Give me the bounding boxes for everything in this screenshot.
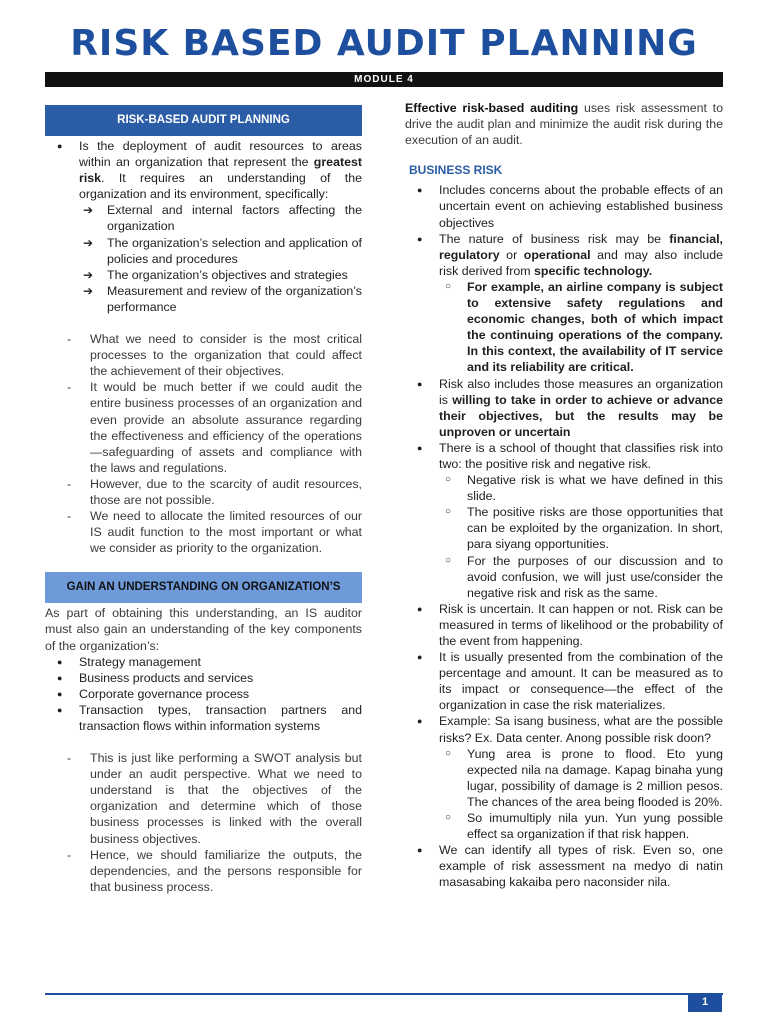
list-item: - This is just like performing a SWOT analysis but under an audit perspective. What we need to understand is that the objectives of the organization and determine which of those business processes is linked with the overall business objectives. xyxy=(45,750,362,847)
list-item: ○ For the purposes of our discussion and to avoid confusion, we will just use/consider the negative risk and risk as the same. xyxy=(405,553,723,601)
list-item: ➔ External and internal factors affecting the organization xyxy=(45,202,362,234)
list-item: ➔ Measurement and review of the organization’s performance xyxy=(45,283,362,315)
list-item: - We need to allocate the limited resources of our IS audit function to the most important or what we consider as priority to the organization. xyxy=(45,508,362,556)
module-label: MODULE 4 xyxy=(45,72,723,87)
left-column xyxy=(45,100,362,895)
list-item: ● There is a school of thought that classifies risk into two: the positive risk and negative risk. ○ Negative risk is what we have defined in this slide. ○ The positive risks are those opportunities that can be exploited by the organization. In short, para siyang opportunities. ○ For the purposes of our discussion and to avoid confusion, we will just use/consider the negative risk and risk as the same. xyxy=(405,440,723,601)
list-item: - Hence, we should familiarize the outputs, the dependencies, and the persons responsible for that business process. xyxy=(45,847,362,895)
list-item: ● Risk also includes those measures an organization is willing to take in order to achieve or advance their objectives, but the results may be unproven or uncertain xyxy=(405,376,723,440)
definition-list xyxy=(45,138,362,202)
list-item: ➔ The organization’s objectives and strategies xyxy=(45,267,362,283)
factor-list xyxy=(45,202,362,315)
list-item: ➔ The organization’s selection and application of policies and procedures xyxy=(45,235,362,267)
footer-divider xyxy=(45,993,723,995)
list-item: - It would be much better if we could audit the entire business processes of an organization and even provide an absolute assurance regarding the effectiveness and efficiency of the operations—safeguarding of assets and compliance with the laws and regulations. xyxy=(45,379,362,476)
section-header-understanding: GAIN AN UNDERSTANDING ON ORGANIZATION’S xyxy=(45,572,362,603)
right-column xyxy=(405,100,723,891)
business-risk-list xyxy=(405,182,723,890)
page-title: RISK BASED AUDIT PLANNING xyxy=(70,23,698,64)
list-item: ● It is usually presented from the combination of the percentage and amount. It can be measured as to its impact or consequence—the effect of the organization in case the risk materializes. xyxy=(405,649,723,713)
list-item: ● Strategy management xyxy=(45,654,362,670)
notes-list xyxy=(45,750,362,895)
section-heading-business-risk: BUSINESS RISK xyxy=(409,163,503,178)
components-list xyxy=(45,654,362,734)
list-item: ● Business products and services xyxy=(45,670,362,686)
list-item: ○ The positive risks are those opportunities that can be exploited by the organization. In short, para siyang opportunities. xyxy=(405,504,723,552)
intro-paragraph: Effective risk-based auditing uses risk assessment to drive the audit plan and minimize the audit risk during the execution of an audit. xyxy=(405,101,723,148)
list-item: ● Example: Sa isang business, what are the possible risks? Ex. Data center. Anong possible risk doon? ○ Yung area is prone to flood. Eto yung expected nila na damage. Kapag binaha yung lugar, possibility of damage is 2 million pesos. The chances of the area being flooded is 20%. ○ So imumultiply nila yun. Yun yung possible effect sa organization if that risk happen. xyxy=(405,713,723,842)
list-item: ● Corporate governance process xyxy=(45,686,362,702)
list-item: ● Includes concerns about the probable effects of an uncertain event on achieving established business objectives xyxy=(405,182,723,230)
list-item: - However, due to the scarcity of audit resources, those are not possible. xyxy=(45,476,362,508)
list-item: - What we need to consider is the most critical processes to the organization that could affect the achievement of their objectives. xyxy=(45,331,362,379)
page-number: 1 xyxy=(688,993,722,1012)
list-item: ○ For example, an airline company is subject to extensive safety regulations and economic changes, both of which impact the continuing operations of the company. In this context, the availability of IT service and its reliability are critical. xyxy=(405,279,723,376)
list-item: ● Transaction types, transaction partners and transaction flows within information systems xyxy=(45,702,362,734)
list-item: ● The nature of business risk may be financial, regulatory or operational and may also include risk derived from specific technology. ○ For example, an airline company is subject to extensive safety regulations and economic changes, both of which impact the continuing operations of the company. In this context, the availability of IT service and its reliability are critical. xyxy=(405,231,723,376)
intro-paragraph: As part of obtaining this understanding, an IS auditor must also gain an understanding of the key components of the organization’s: xyxy=(45,606,362,653)
list-item: ○ Negative risk is what we have defined in this slide. xyxy=(405,472,723,504)
notes-list xyxy=(45,331,362,556)
list-item: ○ Yung area is prone to flood. Eto yung expected nila na damage. Kapag binaha yung lugar, possibility of damage is 2 million pesos. The chances of the area being flooded is 20%. xyxy=(405,746,723,810)
list-item: ○ So imumultiply nila yun. Yun yung possible effect sa organization if that risk happen. xyxy=(405,810,723,842)
section-header-risk-based: RISK-BASED AUDIT PLANNING xyxy=(45,105,362,136)
list-item: ● We can identify all types of risk. Even so, one example of risk assessment na medyo di natin masasabing kakaiba pero naconsider nila. xyxy=(405,842,723,890)
list-item: ● Is the deployment of audit resources to areas within an organization that represent the greatest risk. It requires an understanding of the organization and its environment, specifically: xyxy=(45,138,362,202)
list-item: ● Risk is uncertain. It can happen or not. Risk can be measured in terms of likelihood or the probability of the event from happening. xyxy=(405,601,723,649)
